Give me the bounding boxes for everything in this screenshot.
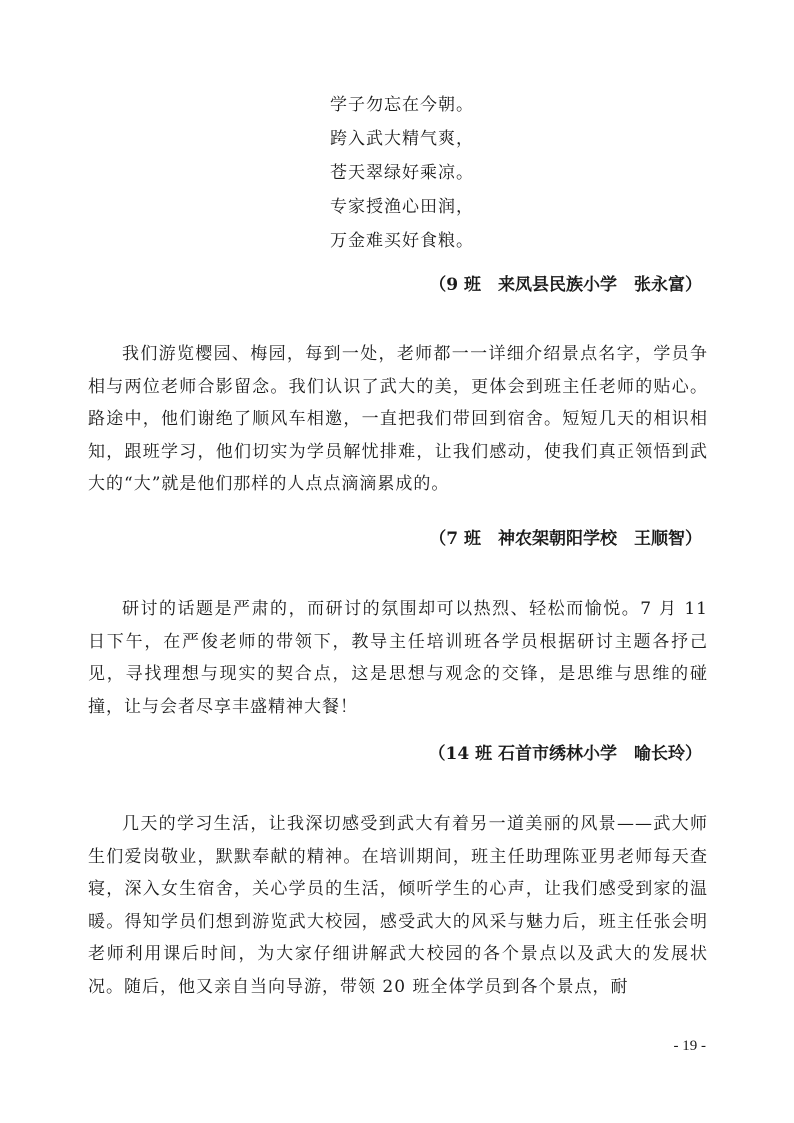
paragraph-1: 我们游览樱园、梅园，每到一处，老师都一一详细介绍景点名字，学员争相与两位老师合影留念。我们认识了武大的美，更体会到班主任老师的贴心。路途中，他们谢绝了顺风车相邀，一直把我们带回到宿舍。短短几天的相识相知，跟班学习，他们切实为学员解忧排难，让我们感动，使我们真正领悟到武大的“大”就是他们那样的人点点滴滴累成的。	[88, 344, 708, 494]
poem-line: 跨入武大精气爽，	[330, 129, 474, 149]
page-number: - 19 -	[673, 1038, 706, 1054]
poem-signature: （9 班 来凤县民族小学 张永富）	[429, 275, 702, 295]
poem-line: 万金难买好食粮。	[330, 231, 474, 251]
poem-line: 苍天翠绿好乘凉。	[330, 163, 474, 183]
paragraph-3: 几天的学习生活，让我深切感受到武大有着另一道美丽的风景——武大师生们爱岗敬业，默默奉献的精神。在培训期间，班主任助理陈亚男老师每天查寝，深入女生宿舍，关心学员的生活，倾听学生的心声，让我们感受到家的温暖。得知学员们想到游览武大校园，感受武大的风采与魅力后，班主任张会明老师利用课后时间，为大家仔细讲解武大校园的各个景点以及武大的发展状况。随后，他又亲自当向导游，带领 20 班全体学员到各个景点，耐	[88, 814, 708, 997]
poem-line: 专家授渔心田润，	[330, 197, 474, 217]
poem-line: 学子勿忘在今朝。	[330, 95, 474, 115]
paragraph-2: 研讨的话题是严肃的，而研讨的氛围却可以热烈、轻松而愉悦。7 月 11 日下午，在严俊老师的带领下，教导主任培训班各学员根据研讨主题各抒己见，寻找理想与现实的契合点，这是思想与观念的交锋，是思维与思维的碰撞，让与会者尽享丰盛精神大餐！	[88, 599, 708, 717]
paragraph-1-signature: （7 班 神农架朝阳学校 王顺智）	[429, 529, 702, 549]
paragraph-2-signature: （14 班 石首市绣林小学 喻长玲）	[428, 744, 702, 764]
poem-stanza	[330, 88, 474, 258]
